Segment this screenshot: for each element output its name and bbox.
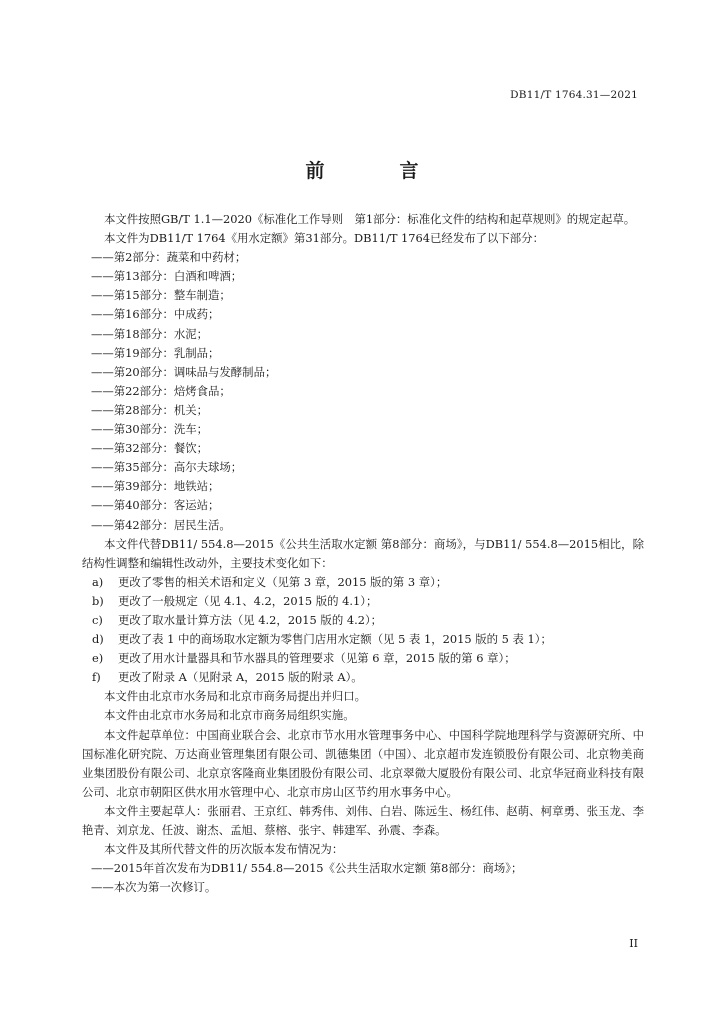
list-item-change — [82, 668, 644, 687]
list-item-part: ——第22部分：焙烤食品； — [91, 383, 231, 398]
change-label: e) — [92, 651, 104, 666]
paragraph-drafting-units: 本文件起草单位：中国商业联合会、北京市节水用水管理事务中心、中国科学院地理科学与资源研究所、中国标准化研究院、万达商业管理集团有限公司、凯德集团（中国）、北京超市发连锁股份有限公司、北京物美商业集团股份有限公司、北京京客隆商业集团股份有限公司、北京翠微大厦股份有限公司、北京华冠商业科技有限公司、北京市朝阳区供水用水管理中心、北京市房山区节约用水事务中心。 — [82, 727, 644, 799]
list-item-part: ——第35部分：高尔夫球场； — [91, 460, 243, 475]
change-text: 更改了取水量计算方法（见 4.2，2015 版的 4.2）； — [118, 612, 383, 627]
list-item-part: ——第19部分：乳制品； — [91, 345, 220, 360]
paragraph-proposer: 本文件由北京市水务局和北京市商务局提出并归口。 — [104, 689, 366, 704]
list-item-part: ——第32部分：餐饮； — [91, 441, 209, 456]
change-label: b) — [92, 593, 104, 608]
list-item-part: ——第2部分：蔬菜和中药材； — [91, 250, 247, 265]
list-item-part: ——第20部分：调味品与发酵制品； — [91, 364, 277, 379]
change-label: a) — [92, 574, 104, 589]
list-item-part: ——第40部分：客运站； — [91, 498, 220, 513]
change-text: 更改了附录 A（见附录 A，2015 版的附录 A）。 — [118, 670, 363, 685]
list-item-history: ——本次为第一次修订。 — [91, 880, 217, 895]
list-item-part: ——第18部分：水泥； — [91, 326, 209, 341]
change-text: 更改了零售的相关术语和定义（见第 3 章，2015 版的第 3 章）； — [118, 574, 448, 589]
document-code: DB11/T 1764.31—2021 — [510, 89, 638, 101]
list-item-part: ——第39部分：地铁站； — [91, 479, 220, 494]
list-item-part: ——第42部分：居民生活。 — [91, 517, 231, 532]
paragraph-drafting-rules: 本文件按照GB/T 1.1—2020《标准化工作导则 第1部分：标准化文件的结构和起草规则》的规定起草。 — [104, 212, 636, 226]
change-text: 更改了表 1 中的商场取水定额为零售门店用水定额（见 5 表 1，2015 版的 5 表 1）； — [118, 632, 552, 647]
paragraph-history-intro: 本文件及其所代替文件的历次版本发布情况为： — [104, 842, 344, 857]
page-number: II — [629, 937, 638, 950]
list-item-change — [82, 592, 644, 611]
change-text: 更改了一般规定（见 4.1、4.2，2015 版的 4.1）； — [118, 593, 378, 608]
page-title: 前 言 — [305, 160, 447, 182]
change-text: 更改了用水计量器具和节水器具的管理要求（见第 6 章，2015 版的第 6 章）； — [118, 651, 516, 666]
foreword-body — [82, 210, 644, 897]
list-item-change — [82, 573, 644, 592]
list-item-part: ——第15部分：整车制造； — [91, 288, 231, 303]
paragraph-drafters: 本文件主要起草人：张丽君、王京红、韩秀伟、刘伟、白岩、陈远生、杨红伟、赵萌、柯章勇、张玉龙、李艳青、刘京龙、任波、谢杰、孟旭、蔡榕、张宇、韩建军、孙震、李森。 — [82, 803, 644, 837]
list-item-part: ——第30部分：洗车； — [91, 422, 209, 437]
change-label: f) — [92, 670, 101, 685]
list-item-change — [82, 630, 644, 649]
list-item-history: ——2015年首次发布为DB11/ 554.8—2015《公共生活取水定额 第8部分：商场》； — [91, 861, 523, 876]
paragraph-series-intro: 本文件为DB11/T 1764《用水定额》第31部分。DB11/T 1764已经发布了以下部分： — [104, 231, 544, 246]
paragraph-implementer: 本文件由北京市水务局和北京市商务局组织实施。 — [104, 708, 355, 723]
list-item-part: ——第28部分：机关； — [91, 402, 209, 417]
list-item-change — [82, 611, 644, 630]
change-label: d) — [92, 632, 104, 647]
list-item-change — [82, 649, 644, 668]
list-item-part: ——第13部分：白酒和啤酒； — [91, 269, 243, 284]
paragraph-replacement: 本文件代替DB11/ 554.8—2015《公共生活取水定额 第8部分：商场》，与DB11/ 554.8—2015相比，除结构性调整和编辑性改动外，主要技术变化如下： — [82, 536, 644, 570]
change-label: c) — [92, 612, 103, 627]
list-item-part: ——第16部分：中成药； — [91, 307, 220, 322]
